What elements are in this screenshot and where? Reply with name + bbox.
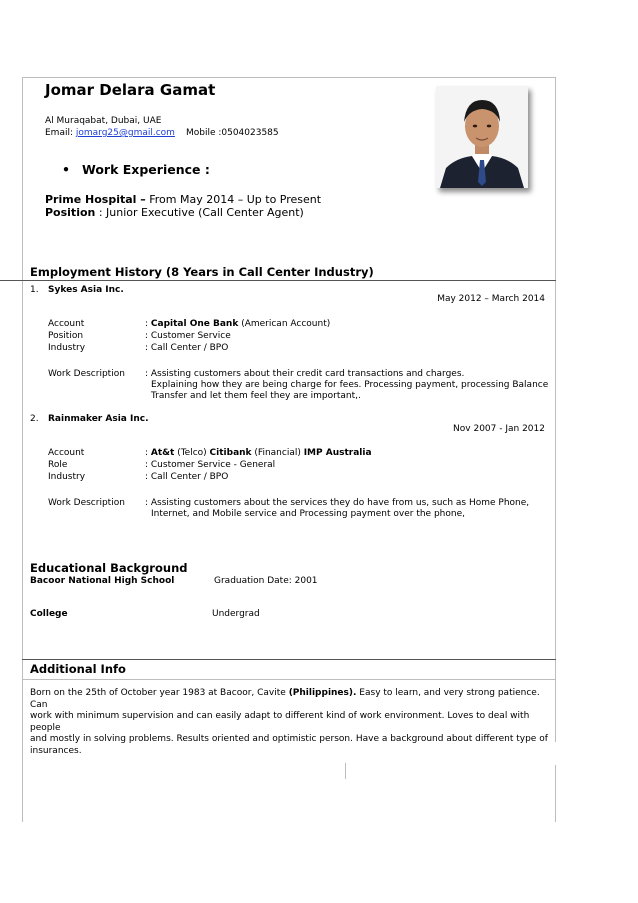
job2-description-label: Work Description (48, 498, 125, 508)
additional-line1-start: Born on the 25th of October year 1983 at Bacoor, Cavite (30, 688, 289, 698)
page-top-border (22, 77, 556, 78)
email-link[interactable]: jomarg25@gmail.com (75, 128, 175, 138)
job2-account-label: Account (48, 448, 85, 458)
profile-photo (436, 86, 528, 188)
job1-description-line1: : Assisting customers about their credit card transactions and charges. (145, 369, 465, 379)
employment-divider (0, 280, 556, 281)
school-name: Bacoor National High School (30, 576, 175, 586)
job1-account-value (145, 319, 330, 329)
job2-description-line1: : Assisting customers about the services they do have from us, such as Home Phone, (145, 498, 530, 508)
job1-account-prefix: : (145, 319, 151, 329)
company-period: From May 2014 – Up to Present (145, 193, 322, 206)
job2-industry-label: Industry (48, 472, 86, 482)
employment-history-heading: Employment History (8 Years in Call Center Industry) (30, 265, 374, 279)
position-value: : Junior Executive (Call Center Agent) (95, 206, 304, 219)
contact-line (45, 128, 279, 138)
job1-description-label: Work Description (48, 369, 125, 379)
job1-description-line2: Explaining how they are being charge for fees. Processing payment, processing Balance (151, 380, 549, 390)
job1-company: Sykes Asia Inc. (48, 285, 124, 295)
additional-paragraph (30, 688, 550, 757)
education-heading: Educational Background (30, 561, 188, 575)
email-label: Email: (45, 128, 76, 138)
page-mid-mark (345, 763, 346, 779)
college-label: College (30, 609, 68, 619)
graduation-date: Graduation Date: 2001 (214, 576, 318, 586)
company-label: Prime Hospital – (45, 193, 146, 206)
job1-account-label: Account (48, 319, 85, 329)
person-portrait-icon (436, 86, 528, 188)
bullet: • (62, 162, 70, 177)
job2-account-citibank: Citibank (209, 448, 252, 458)
additional-line2: work with minimum supervision and can easily adapt to different kind of work environment. Loves to deal with people (30, 711, 530, 733)
job2-company: Rainmaker Asia Inc. (48, 414, 149, 424)
current-company (45, 193, 321, 206)
job1-account-rest: (American Account) (238, 319, 331, 329)
college-value: Undergrad (212, 609, 260, 619)
position-label: Position (45, 206, 96, 219)
job1-position-value: : Customer Service (145, 331, 231, 341)
current-position (45, 206, 304, 219)
page-right-border (555, 77, 556, 742)
mobile: Mobile :0504023585 (185, 128, 279, 138)
job2-account-prefix: : (145, 448, 151, 458)
additional-heading: Additional Info (30, 662, 126, 676)
job1-account-bold: Capital One Bank (150, 319, 239, 329)
additional-line4: insurances. (30, 745, 82, 756)
job2-description-line2: Internet, and Mobile service and Processing payment over the phone, (151, 509, 465, 519)
job1-dates: May 2012 – March 2014 (437, 294, 545, 304)
additional-line3: and mostly in solving problems. Results oriented and optimistic person. Have a background about different type of (30, 734, 548, 744)
additional-line1-bold: (Philippines). (288, 688, 357, 698)
job2-industry-value: : Call Center / BPO (145, 472, 229, 482)
additional-divider (22, 659, 556, 660)
additional-underline (22, 679, 556, 680)
additional-line1-rest: Easy to learn, and very strong patience. Can (30, 688, 540, 710)
job1-industry-label: Industry (48, 343, 86, 353)
job1-description-line3: Transfer and let them feel they are important,. (151, 391, 361, 401)
job2-role-value: : Customer Service - General (145, 460, 276, 470)
page-left-border (22, 77, 23, 822)
page-right-border-lower (555, 765, 556, 822)
job1-industry-value: : Call Center / BPO (145, 343, 229, 353)
additional-line1 (30, 688, 550, 711)
address: Al Muraqabat, Dubai, UAE (45, 116, 162, 126)
job2-role-label: Role (48, 460, 68, 470)
candidate-name: Jomar Delara Gamat (45, 81, 216, 99)
job1-number: 1. (30, 285, 39, 295)
job2-account-imp: IMP Australia (303, 448, 372, 458)
job2-dates: Nov 2007 - Jan 2012 (453, 424, 545, 434)
job2-account-telco: (Telco) (174, 448, 210, 458)
job2-number: 2. (30, 414, 39, 424)
job2-account-value (145, 448, 372, 458)
job2-account-financial: (Financial) (251, 448, 304, 458)
work-experience-title: Work Experience : (82, 162, 210, 177)
work-experience-heading (62, 162, 210, 177)
job1-position-label: Position (48, 331, 84, 341)
job2-account-att: At&t (150, 448, 175, 458)
